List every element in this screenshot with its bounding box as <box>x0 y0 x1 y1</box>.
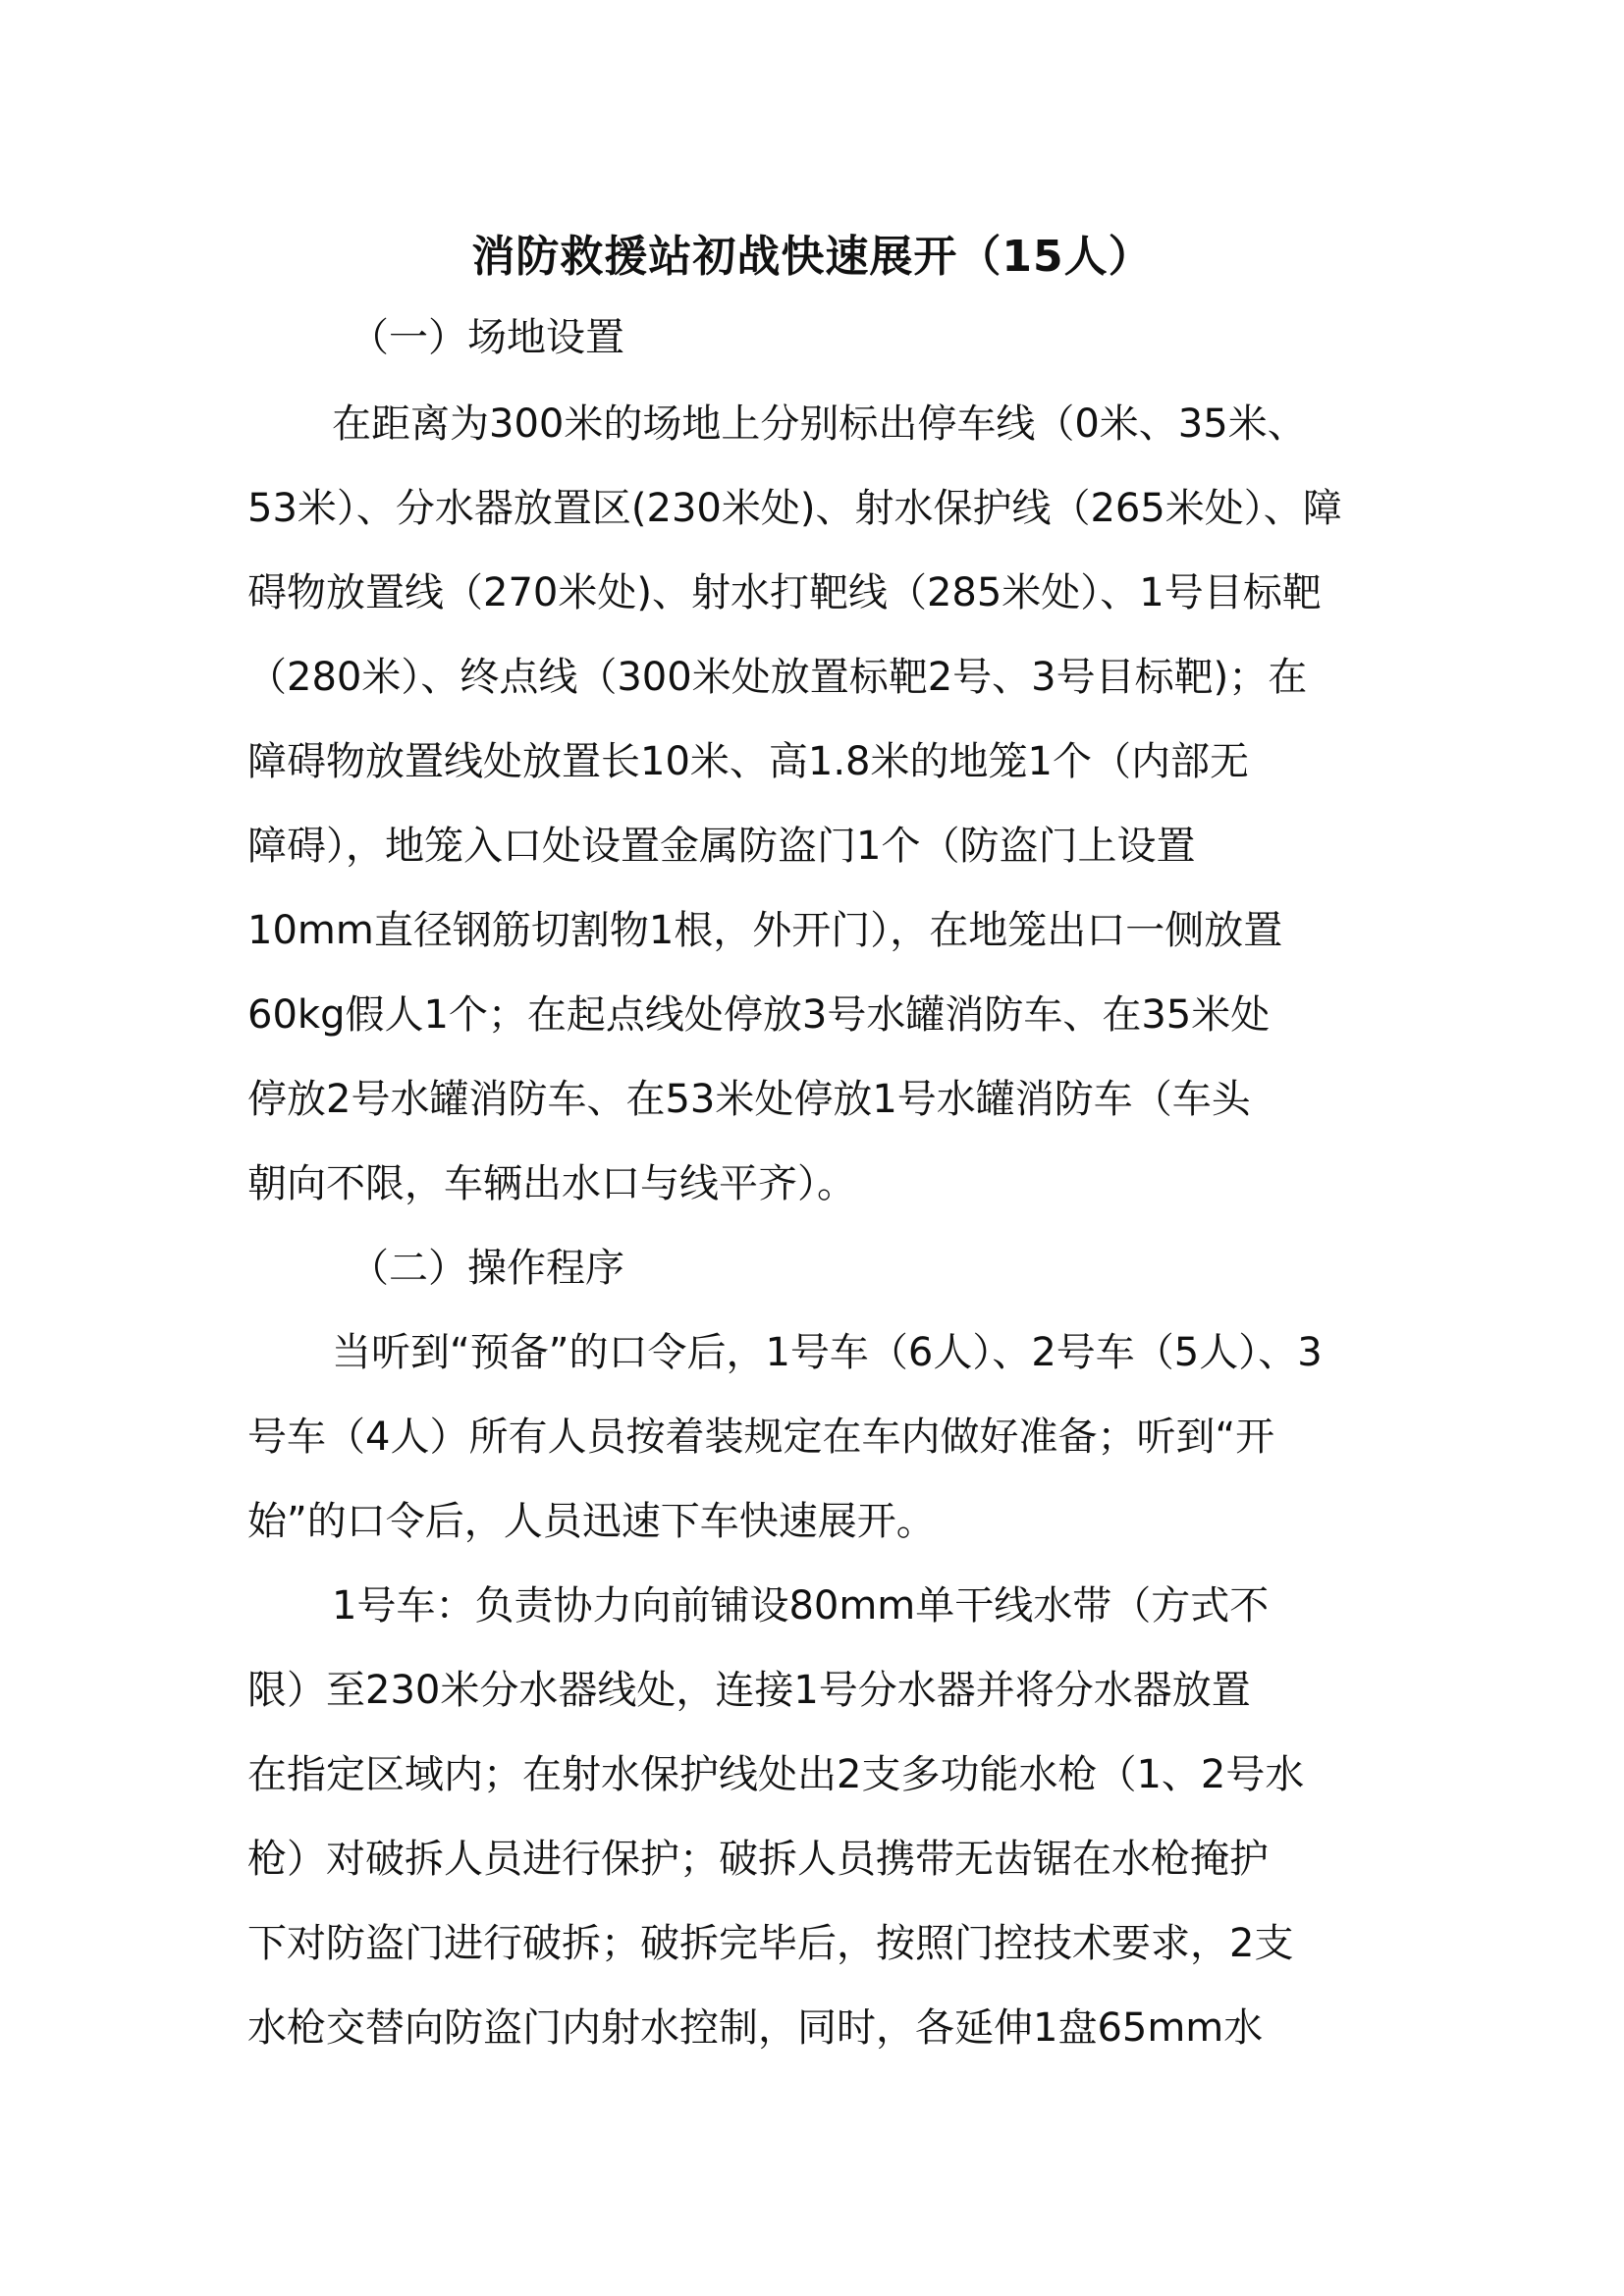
paragraph-line: 53米）、分水器放置区(230米处)、射水保护线（265米处）、障 <box>247 486 1342 531</box>
paragraph-line: 当听到“预备”的口令后，1号车（6人）、2号车（5人）、3 <box>332 1330 1323 1375</box>
section-heading-procedure: （二）操作程序 <box>350 1246 624 1291</box>
paragraph-line: 枪）对破拆人员进行保护；破拆人员携带无齿锯在水枪掩护 <box>247 1837 1269 1882</box>
paragraph-line: 停放2号水罐消防车、在53米处停放1号水罐消防车（车头 <box>247 1077 1251 1122</box>
paragraph-line: 在距离为300米的场地上分别标出停车线（0米、35米、 <box>332 401 1307 447</box>
paragraph-line: 障碍物放置线处放置长10米、高1.8米的地笼1个（内部无 <box>247 739 1249 784</box>
paragraph-line: 限）至230米分水器线处，连接1号分水器并将分水器放置 <box>247 1668 1251 1713</box>
paragraph-line: （280米）、终点线（300米处放置标靶2号、3号目标靶)；在 <box>247 655 1308 700</box>
paragraph-line: 10mm直径钢筋切割物1根，外开门），在地笼出口一侧放置 <box>247 908 1283 953</box>
paragraph-line: 在指定区域内；在射水保护线处出2支多功能水枪（1、2号水 <box>247 1752 1305 1797</box>
section-heading-site-setup: （一）场地设置 <box>350 315 624 360</box>
paragraph-line: 碍物放置线（270米处)、射水打靶线（285米处）、1号目标靶 <box>247 570 1322 615</box>
paragraph-line: 下对防盗门进行破拆；破拆完毕后，按照门控技术要求，2支 <box>247 1921 1294 1966</box>
paragraph-line: 1号车：负责协力向前铺设80mm单干线水带（方式不 <box>332 1583 1270 1629</box>
paragraph-line: 号车（4人）所有人员按着装规定在车内做好准备；听到“开 <box>247 1415 1275 1460</box>
paragraph-line: 障碍），地笼入口处设置金属防盗门1个（防盗门上设置 <box>247 824 1196 869</box>
paragraph-line: 水枪交替向防盗门内射水控制，同时，各延伸1盘65mm水 <box>247 2005 1264 2051</box>
paragraph-line: 始”的口令后，人员迅速下车快速展开。 <box>247 1499 936 1544</box>
document-title: 消防救援站初战快速展开（15人） <box>471 232 1153 282</box>
paragraph-line: 朝向不限，车辆出水口与线平齐）。 <box>247 1161 856 1206</box>
paragraph-line: 60kg假人1个；在起点线处停放3号水罐消防车、在35米处 <box>247 992 1271 1038</box>
